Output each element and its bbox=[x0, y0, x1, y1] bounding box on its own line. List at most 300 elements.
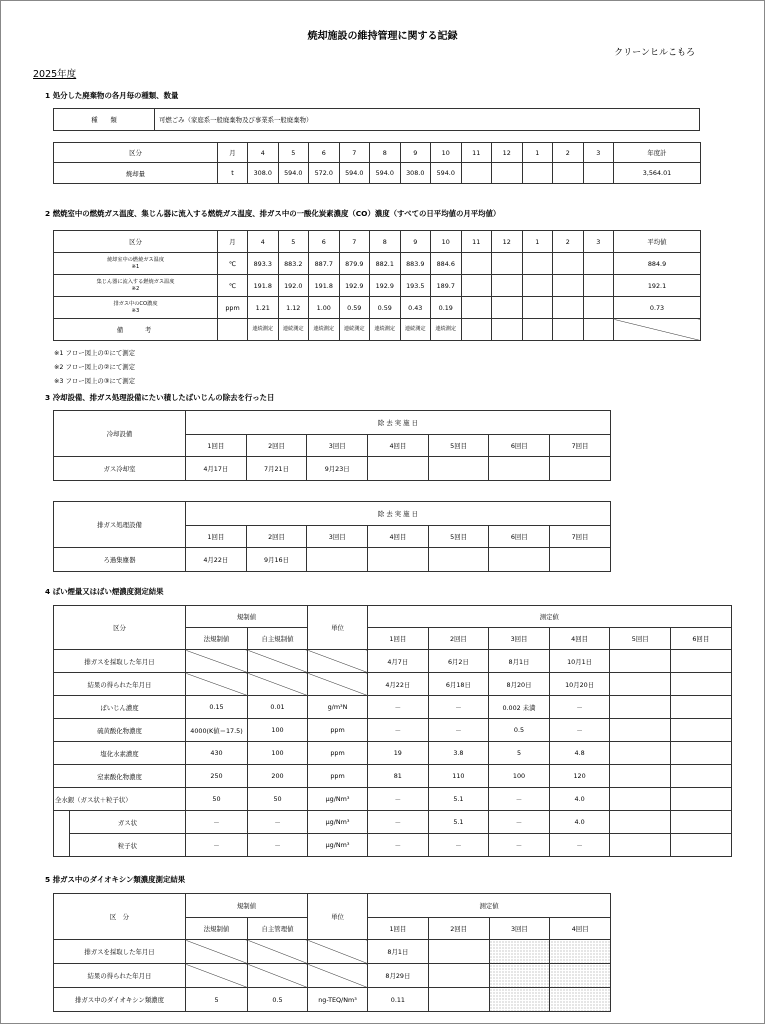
value-cell bbox=[610, 673, 671, 696]
value-cell: 191.8 bbox=[248, 275, 279, 297]
value-cell: － bbox=[549, 696, 610, 719]
date-cell: 7月21日 bbox=[246, 457, 307, 481]
value-cell: － bbox=[549, 834, 610, 857]
legal-value: 5 bbox=[186, 988, 248, 1012]
organization-name: クリーンヒルこもろ bbox=[614, 48, 695, 58]
unit-blank bbox=[308, 964, 368, 988]
value-cell: 6月2日 bbox=[428, 650, 489, 673]
row-label-text: 排ガス中のCO濃度 bbox=[113, 300, 158, 307]
value-cell: 192.9 bbox=[370, 275, 401, 297]
value-cell: 4月22日 bbox=[368, 673, 429, 696]
removal-dates-header: 除 去 実 施 日 bbox=[186, 502, 611, 526]
value-cell bbox=[610, 696, 671, 719]
average-cell-blank bbox=[614, 319, 701, 341]
value-cell: 192.9 bbox=[339, 275, 370, 297]
value-cell: 0.11 bbox=[368, 988, 429, 1012]
indent-cell bbox=[54, 834, 70, 857]
value-cell: 4.8 bbox=[549, 742, 610, 765]
date-cell bbox=[489, 457, 550, 481]
row-label bbox=[54, 253, 218, 275]
value-cell: － bbox=[428, 834, 489, 857]
value-cell-shaded bbox=[489, 988, 550, 1012]
self-value: 100 bbox=[248, 742, 308, 765]
round-header: 2回目 bbox=[428, 918, 489, 940]
value-cell: 10月20日 bbox=[549, 673, 610, 696]
table-row bbox=[54, 253, 701, 275]
remark-cell: 連続測定 bbox=[431, 319, 462, 341]
value-cell: 0.59 bbox=[339, 297, 370, 319]
row-label bbox=[54, 297, 218, 319]
value-cell: － bbox=[489, 834, 550, 857]
value-cell: － bbox=[428, 696, 489, 719]
value-cell: 0.59 bbox=[370, 297, 401, 319]
value-cell: 4.0 bbox=[549, 788, 610, 811]
col-regulation: 規制値 bbox=[186, 606, 308, 628]
value-cell: 81 bbox=[368, 765, 429, 788]
value-cell: － bbox=[428, 719, 489, 742]
table-row bbox=[54, 457, 611, 481]
legal-value-blank bbox=[186, 650, 248, 673]
month-header: 9 bbox=[400, 143, 431, 163]
col-self-value: 自主規制値 bbox=[248, 628, 308, 650]
legal-value-blank bbox=[186, 673, 248, 696]
col-month: 月 bbox=[218, 143, 248, 163]
round-header: 4回目 bbox=[368, 435, 429, 457]
value-cell: 19 bbox=[368, 742, 429, 765]
round-header: 7回目 bbox=[550, 435, 611, 457]
month-header: 12 bbox=[492, 231, 523, 253]
footnote-2: ※2 フロー図上の②にて測定 bbox=[54, 363, 136, 371]
gas-temperature-table bbox=[53, 230, 701, 341]
value-cell bbox=[492, 163, 523, 184]
table-row bbox=[54, 834, 732, 857]
table-row bbox=[54, 548, 611, 572]
legal-value: － bbox=[186, 834, 248, 857]
row-label: 排ガスを採取した年月日 bbox=[54, 940, 186, 964]
unit-cell: ℃ bbox=[218, 275, 248, 297]
month-header: 1 bbox=[522, 231, 553, 253]
value-cell: 5.1 bbox=[428, 811, 489, 834]
round-header: 3回目 bbox=[489, 628, 550, 650]
table-row bbox=[54, 742, 732, 765]
value-cell bbox=[461, 275, 492, 297]
unit-cell: t bbox=[218, 163, 248, 184]
section-1-heading: 1 処分した廃棄物の各月毎の種類、数量 bbox=[45, 91, 179, 100]
date-cell bbox=[368, 548, 429, 572]
unit-cell: μg/Nm³ bbox=[308, 788, 368, 811]
equipment-head: 冷却設備 bbox=[54, 411, 186, 457]
value-cell-shaded bbox=[489, 940, 550, 964]
value-cell bbox=[522, 163, 553, 184]
table-header-row bbox=[54, 143, 701, 163]
row-label: 排ガス中のダイオキシン類濃度 bbox=[54, 988, 186, 1012]
round-header: 7回目 bbox=[550, 526, 611, 548]
footnote-1: ※1 フロー図上の①にて測定 bbox=[54, 349, 136, 357]
table-row bbox=[54, 319, 701, 341]
date-cell: 9月16日 bbox=[246, 548, 307, 572]
value-cell: 879.9 bbox=[339, 253, 370, 275]
remark-cell: 連続測定 bbox=[248, 319, 279, 341]
value-cell: 120 bbox=[549, 765, 610, 788]
self-value: － bbox=[248, 811, 308, 834]
unit-cell: ppm bbox=[308, 719, 368, 742]
value-cell: 0.002 未満 bbox=[489, 696, 550, 719]
date-cell: 9月23日 bbox=[307, 457, 368, 481]
round-header: 6回目 bbox=[489, 526, 550, 548]
round-header: 4回目 bbox=[550, 918, 611, 940]
value-cell: 8月1日 bbox=[489, 650, 550, 673]
value-cell: 0.43 bbox=[400, 297, 431, 319]
value-cell bbox=[670, 811, 731, 834]
value-cell bbox=[492, 275, 523, 297]
value-cell bbox=[610, 719, 671, 742]
value-cell bbox=[428, 940, 489, 964]
remark-cell bbox=[583, 319, 614, 341]
round-header: 2回目 bbox=[428, 628, 489, 650]
value-cell: 893.3 bbox=[248, 253, 279, 275]
unit-blank bbox=[308, 673, 368, 696]
round-header: 4回目 bbox=[549, 628, 610, 650]
self-value-blank bbox=[248, 650, 308, 673]
section-4-heading: 4 ばい煙量又はばい煙濃度測定結果 bbox=[45, 587, 164, 596]
row-label: 塩化水素濃度 bbox=[54, 742, 186, 765]
equipment-row-label: ろ過集塵器 bbox=[54, 548, 186, 572]
value-cell: 882.1 bbox=[370, 253, 401, 275]
self-value: 0.5 bbox=[248, 988, 308, 1012]
col-total: 年度計 bbox=[614, 143, 701, 163]
value-cell: 594.0 bbox=[339, 163, 370, 184]
date-cell bbox=[550, 548, 611, 572]
self-value-blank bbox=[248, 964, 308, 988]
value-cell: － bbox=[368, 696, 429, 719]
row-label: 焼却量 bbox=[54, 163, 218, 184]
footnote-3: ※3 フロー図上の③にて測定 bbox=[54, 377, 136, 385]
value-cell: 3.8 bbox=[428, 742, 489, 765]
row-label: 全水銀（ガス状＋粒子状） bbox=[54, 788, 186, 811]
round-header: 1回目 bbox=[368, 628, 429, 650]
self-value: 200 bbox=[248, 765, 308, 788]
value-cell bbox=[553, 297, 584, 319]
table-row bbox=[54, 940, 611, 964]
value-cell bbox=[461, 297, 492, 319]
self-value-blank bbox=[248, 673, 308, 696]
month-header: 8 bbox=[370, 231, 401, 253]
value-cell bbox=[553, 163, 584, 184]
month-header: 9 bbox=[400, 231, 431, 253]
value-cell: 4.0 bbox=[549, 811, 610, 834]
value-cell: 594.0 bbox=[278, 163, 309, 184]
value-cell: 5 bbox=[489, 742, 550, 765]
row-label: 硫黄酸化物濃度 bbox=[54, 719, 186, 742]
unit-cell: ppm bbox=[308, 742, 368, 765]
value-cell: 6月18日 bbox=[428, 673, 489, 696]
round-header: 1回目 bbox=[368, 918, 429, 940]
col-month: 月 bbox=[218, 231, 248, 253]
round-header: 2回目 bbox=[246, 435, 307, 457]
row-label: 排ガスを採取した年月日 bbox=[54, 650, 186, 673]
average-cell: 884.9 bbox=[614, 253, 701, 275]
month-header: 6 bbox=[309, 231, 340, 253]
value-cell bbox=[461, 163, 492, 184]
legal-value: 250 bbox=[186, 765, 248, 788]
date-cell: 4月17日 bbox=[186, 457, 247, 481]
remark-cell: 連続測定 bbox=[309, 319, 340, 341]
month-header: 10 bbox=[431, 231, 462, 253]
value-cell: 191.8 bbox=[309, 275, 340, 297]
month-header: 5 bbox=[278, 231, 309, 253]
month-header: 8 bbox=[370, 143, 401, 163]
row-label-text: 集じん器に流入する燃焼ガス温度 bbox=[96, 278, 175, 285]
value-cell bbox=[610, 650, 671, 673]
table-row bbox=[54, 765, 732, 788]
value-cell: 8月20日 bbox=[489, 673, 550, 696]
row-label bbox=[54, 275, 218, 297]
value-cell bbox=[553, 275, 584, 297]
average-cell: 0.73 bbox=[614, 297, 701, 319]
value-cell: 10月1日 bbox=[549, 650, 610, 673]
value-cell: 884.6 bbox=[431, 253, 462, 275]
value-cell: － bbox=[489, 811, 550, 834]
round-header: 1回目 bbox=[186, 526, 247, 548]
month-header: 11 bbox=[461, 143, 492, 163]
round-header: 3回目 bbox=[489, 918, 550, 940]
row-label: 粒子状 bbox=[70, 834, 186, 857]
value-cell bbox=[461, 253, 492, 275]
value-cell: － bbox=[368, 788, 429, 811]
date-cell bbox=[307, 548, 368, 572]
self-value: 0.01 bbox=[248, 696, 308, 719]
removal-dates-header: 除 去 実 施 日 bbox=[186, 411, 611, 435]
table-row bbox=[54, 696, 732, 719]
value-cell bbox=[670, 788, 731, 811]
legal-value: 50 bbox=[186, 788, 248, 811]
legal-value: 0.15 bbox=[186, 696, 248, 719]
value-cell: 883.2 bbox=[278, 253, 309, 275]
indent-cell bbox=[54, 811, 70, 834]
value-cell bbox=[670, 719, 731, 742]
table-row bbox=[54, 988, 611, 1012]
col-legal-value: 法規制値 bbox=[186, 918, 248, 940]
remark-cell: 連続測定 bbox=[370, 319, 401, 341]
month-header: 3 bbox=[583, 143, 614, 163]
value-cell-shaded bbox=[550, 964, 611, 988]
round-header: 2回目 bbox=[246, 526, 307, 548]
value-cell: 4月7日 bbox=[368, 650, 429, 673]
row-note-mark: ※2 bbox=[131, 285, 140, 292]
fiscal-year: 2025年度 bbox=[33, 69, 77, 80]
value-cell: － bbox=[368, 811, 429, 834]
value-cell: － bbox=[489, 788, 550, 811]
row-note-mark: ※3 bbox=[131, 307, 140, 314]
date-cell: 4月22日 bbox=[186, 548, 247, 572]
month-header: 4 bbox=[248, 231, 279, 253]
col-self-value: 自主管理値 bbox=[248, 918, 308, 940]
round-header: 6回目 bbox=[489, 435, 550, 457]
value-cell bbox=[670, 765, 731, 788]
self-value: 50 bbox=[248, 788, 308, 811]
month-header: 2 bbox=[553, 231, 584, 253]
remark-cell: 連続測定 bbox=[339, 319, 370, 341]
month-header: 3 bbox=[583, 231, 614, 253]
value-cell: 883.9 bbox=[400, 253, 431, 275]
value-cell bbox=[553, 253, 584, 275]
self-value: － bbox=[248, 834, 308, 857]
value-cell bbox=[670, 742, 731, 765]
date-cell bbox=[550, 457, 611, 481]
legal-value: － bbox=[186, 811, 248, 834]
legal-value-blank bbox=[186, 940, 248, 964]
month-header: 7 bbox=[339, 231, 370, 253]
round-header: 6回目 bbox=[670, 628, 731, 650]
col-regulation: 規制値 bbox=[186, 894, 308, 918]
unit-cell: ppm bbox=[308, 765, 368, 788]
type-label: 種 類 bbox=[54, 109, 155, 131]
table-row bbox=[54, 964, 611, 988]
date-cell bbox=[428, 457, 489, 481]
value-cell bbox=[583, 253, 614, 275]
value-cell bbox=[583, 163, 614, 184]
value-cell: 887.7 bbox=[309, 253, 340, 275]
value-cell: 0.19 bbox=[431, 297, 462, 319]
row-label: 結果の得られた年月日 bbox=[54, 673, 186, 696]
value-cell bbox=[522, 253, 553, 275]
value-cell: 1.21 bbox=[248, 297, 279, 319]
col-measured: 測定値 bbox=[368, 894, 611, 918]
waste-type-table bbox=[53, 108, 700, 131]
date-cell bbox=[428, 548, 489, 572]
round-header: 4回目 bbox=[368, 526, 429, 548]
row-label: 結果の得られた年月日 bbox=[54, 964, 186, 988]
col-average: 平均値 bbox=[614, 231, 701, 253]
remark-cell bbox=[553, 319, 584, 341]
table-row bbox=[54, 650, 732, 673]
value-cell bbox=[610, 811, 671, 834]
row-label: ガス状 bbox=[70, 811, 186, 834]
self-value-blank bbox=[248, 940, 308, 964]
value-cell bbox=[522, 275, 553, 297]
date-cell bbox=[368, 457, 429, 481]
table-row bbox=[54, 673, 732, 696]
unit-blank bbox=[308, 940, 368, 964]
round-header: 1回目 bbox=[186, 435, 247, 457]
row-note-mark: ※1 bbox=[131, 263, 140, 270]
section-3-heading: 3 冷却設備、排ガス処理設備にたい積したばいじんの除去を行った日 bbox=[45, 393, 275, 402]
round-header: 5回目 bbox=[428, 526, 489, 548]
col-unit: 単位 bbox=[308, 606, 368, 650]
col-unit: 単位 bbox=[308, 894, 368, 940]
month-header: 2 bbox=[553, 143, 584, 163]
value-cell bbox=[522, 297, 553, 319]
value-cell-shaded bbox=[550, 940, 611, 964]
remark-cell bbox=[461, 319, 492, 341]
legal-value: 4000(K値＝17.5) bbox=[186, 719, 248, 742]
section-5-heading: 5 排ガス中のダイオキシン類濃度測定結果 bbox=[45, 875, 186, 884]
unit-cell: ng-TEQ/Nm³ bbox=[308, 988, 368, 1012]
round-header: 5回目 bbox=[610, 628, 671, 650]
col-measured: 測定値 bbox=[368, 606, 732, 628]
unit-cell: ℃ bbox=[218, 253, 248, 275]
legal-value-blank bbox=[186, 964, 248, 988]
unit-cell: ppm bbox=[218, 297, 248, 319]
value-cell: － bbox=[368, 719, 429, 742]
value-cell: 193.5 bbox=[400, 275, 431, 297]
value-cell bbox=[670, 673, 731, 696]
remark-cell: 連続測定 bbox=[278, 319, 309, 341]
value-cell: 189.7 bbox=[431, 275, 462, 297]
table-row bbox=[54, 811, 732, 834]
dioxin-measurement-table bbox=[53, 893, 611, 1012]
section-2-heading: 2 燃焼室中の燃焼ガス温度、集じん器に流入する燃焼ガス温度、排ガス中の一酸化炭素濃度（CO）濃度（すべての日平均値の月平均値） bbox=[45, 209, 501, 218]
value-cell bbox=[610, 834, 671, 857]
col-kubun: 区 分 bbox=[54, 894, 186, 940]
remark-cell bbox=[522, 319, 553, 341]
value-cell: 5.1 bbox=[428, 788, 489, 811]
col-kubun: 区分 bbox=[54, 231, 218, 253]
round-header: 3回目 bbox=[307, 435, 368, 457]
col-kubun: 区分 bbox=[54, 606, 186, 650]
equipment-head: 排ガス処理設備 bbox=[54, 502, 186, 548]
date-cell bbox=[489, 548, 550, 572]
unit-blank bbox=[308, 650, 368, 673]
table-row bbox=[54, 788, 732, 811]
round-header: 5回目 bbox=[428, 435, 489, 457]
value-cell: 308.0 bbox=[248, 163, 279, 184]
unit-cell: μg/Nm³ bbox=[308, 834, 368, 857]
total-cell: 3,564.01 bbox=[614, 163, 701, 184]
table-row bbox=[54, 719, 732, 742]
smoke-measurement-table bbox=[53, 605, 732, 857]
col-legal-value: 法規制値 bbox=[186, 628, 248, 650]
value-cell: － bbox=[368, 834, 429, 857]
month-header: 5 bbox=[278, 143, 309, 163]
value-cell: 8月1日 bbox=[368, 940, 429, 964]
unit-cell: g/m³N bbox=[308, 696, 368, 719]
table-row bbox=[54, 275, 701, 297]
value-cell: 594.0 bbox=[431, 163, 462, 184]
month-header: 11 bbox=[461, 231, 492, 253]
type-value: 可燃ごみ（家庭系一般廃棄物及び事業系一般廃棄物） bbox=[155, 109, 700, 131]
value-cell: 308.0 bbox=[400, 163, 431, 184]
table-row bbox=[54, 297, 701, 319]
value-cell: 1.00 bbox=[309, 297, 340, 319]
value-cell bbox=[670, 834, 731, 857]
value-cell: 110 bbox=[428, 765, 489, 788]
row-label: ばいじん濃度 bbox=[54, 696, 186, 719]
value-cell: 0.5 bbox=[489, 719, 550, 742]
value-cell bbox=[492, 253, 523, 275]
exhaust-treatment-table bbox=[53, 501, 611, 572]
value-cell bbox=[610, 742, 671, 765]
month-header: 1 bbox=[522, 143, 553, 163]
value-cell bbox=[492, 297, 523, 319]
month-header: 12 bbox=[492, 143, 523, 163]
row-label: 窒素酸化物濃度 bbox=[54, 765, 186, 788]
month-header: 10 bbox=[431, 143, 462, 163]
value-cell bbox=[670, 650, 731, 673]
table-header-row bbox=[54, 231, 701, 253]
value-cell: － bbox=[549, 719, 610, 742]
average-cell: 192.1 bbox=[614, 275, 701, 297]
col-kubun: 区分 bbox=[54, 143, 218, 163]
page-title: 焼却施設の維持管理に関する記録 bbox=[307, 31, 458, 42]
month-header: 6 bbox=[309, 143, 340, 163]
table-row bbox=[54, 163, 701, 184]
round-header: 3回目 bbox=[307, 526, 368, 548]
value-cell: 1.12 bbox=[278, 297, 309, 319]
self-value: 100 bbox=[248, 719, 308, 742]
value-cell bbox=[428, 988, 489, 1012]
month-header: 4 bbox=[248, 143, 279, 163]
